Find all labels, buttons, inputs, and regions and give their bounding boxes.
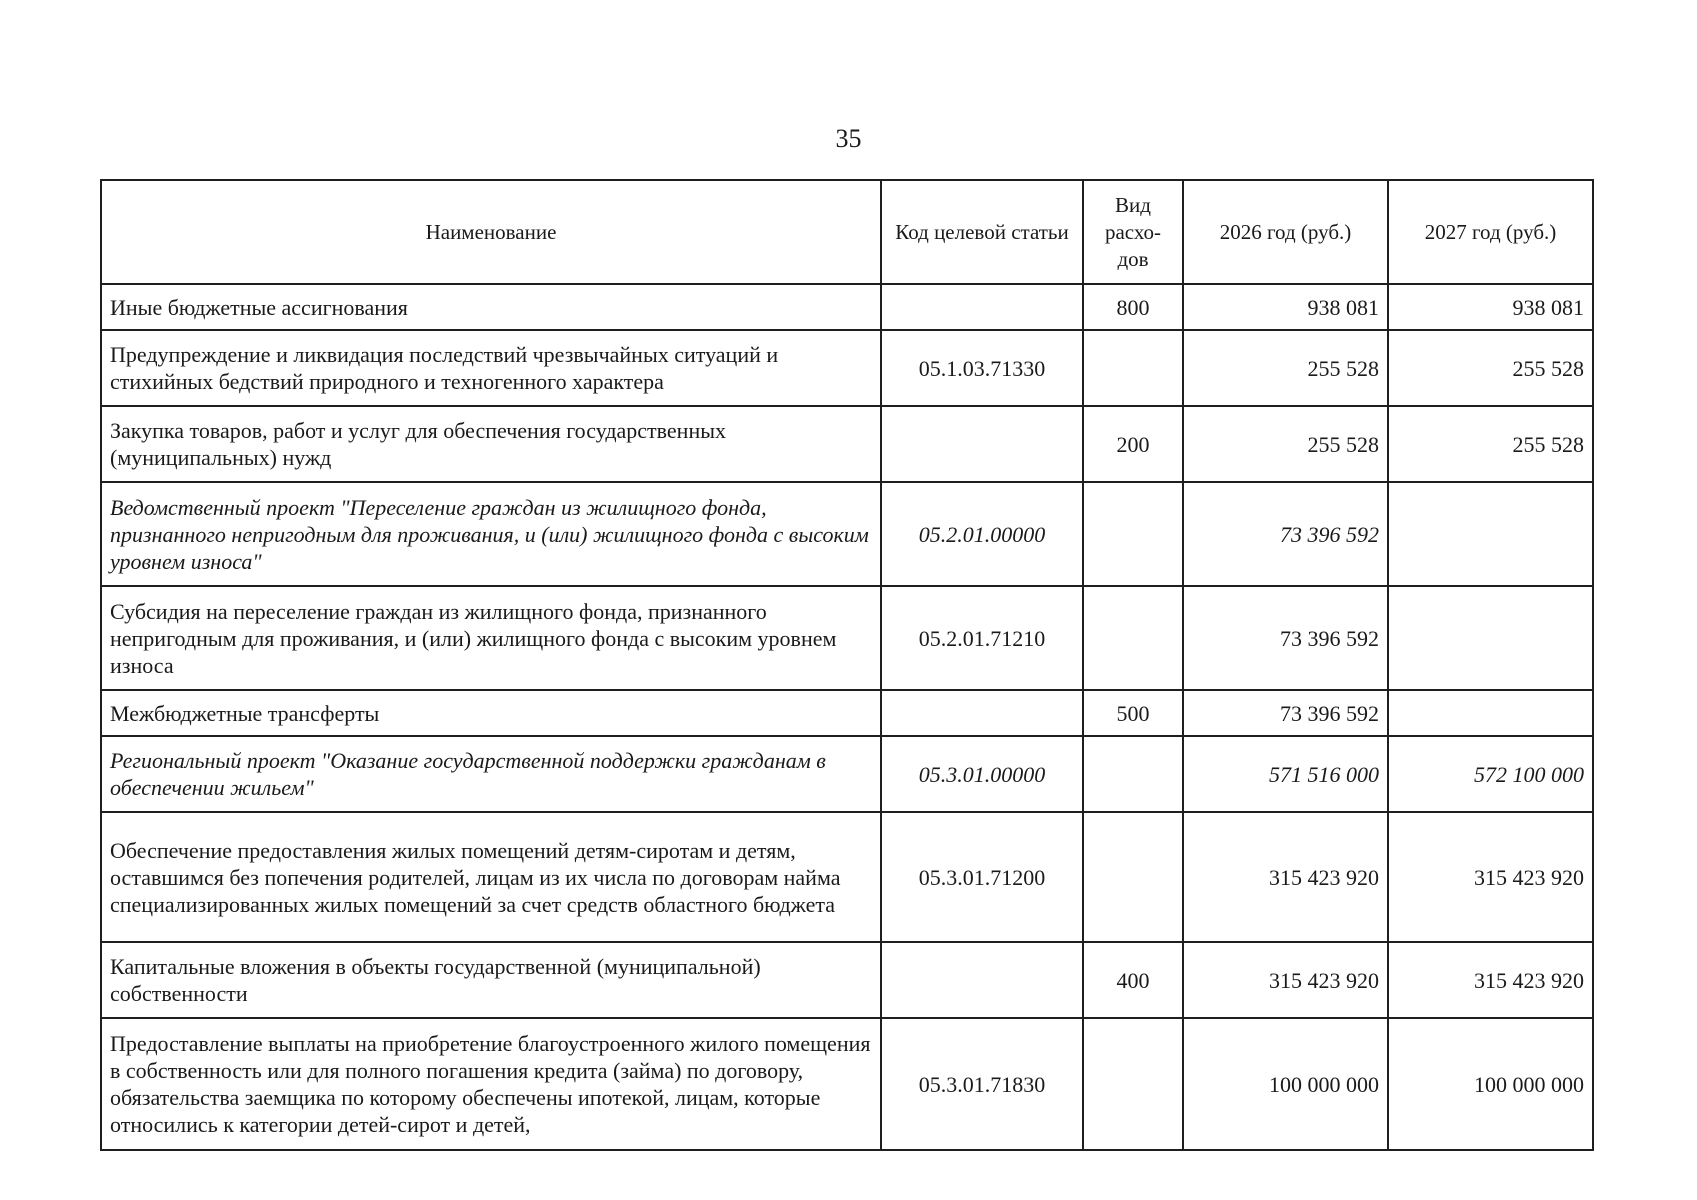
row-amount-2027: 255 528	[1388, 406, 1593, 482]
table-row	[101, 942, 1593, 1018]
row-expense-type: 200	[1083, 406, 1183, 482]
row-amount-2026: 73 396 592	[1183, 482, 1388, 586]
table-row	[101, 586, 1593, 690]
table-row	[101, 736, 1593, 812]
row-name: Ведомственный проект "Переселение граждан из жилищного фонда, признанного непригодным для проживания, и (или) жилищного фонда с высоким уровнем износа"	[101, 482, 881, 586]
row-expense-type	[1083, 330, 1183, 406]
row-amount-2027	[1388, 482, 1593, 586]
row-code	[881, 690, 1083, 736]
row-amount-2026: 255 528	[1183, 330, 1388, 406]
row-name: Капитальные вложения в объекты государственной (муниципальной) собственности	[101, 942, 881, 1018]
header-year-2027: 2027 год (руб.)	[1388, 180, 1593, 284]
budget-table	[100, 179, 1594, 1151]
row-amount-2026: 315 423 920	[1183, 942, 1388, 1018]
header-year-2026: 2026 год (руб.)	[1183, 180, 1388, 284]
row-code: 05.3.01.71830	[881, 1018, 1083, 1150]
row-expense-type	[1083, 736, 1183, 812]
table-row	[101, 406, 1593, 482]
row-name: Иные бюджетные ассигнования	[101, 284, 881, 330]
row-amount-2027: 315 423 920	[1388, 942, 1593, 1018]
row-name: Межбюджетные трансферты	[101, 690, 881, 736]
row-amount-2027	[1388, 586, 1593, 690]
row-name: Предупреждение и ликвидация последствий чрезвычайных ситуаций и стихийных бедствий природного и техногенного характера	[101, 330, 881, 406]
row-amount-2026: 315 423 920	[1183, 812, 1388, 942]
row-amount-2027: 255 528	[1388, 330, 1593, 406]
row-name: Закупка товаров, работ и услуг для обеспечения государственных (муниципальных) нужд	[101, 406, 881, 482]
row-code: 05.2.01.71210	[881, 586, 1083, 690]
table-row	[101, 690, 1593, 736]
table-row	[101, 812, 1593, 942]
row-code	[881, 284, 1083, 330]
table-row	[101, 482, 1593, 586]
row-expense-type: 800	[1083, 284, 1183, 330]
table-row	[101, 330, 1593, 406]
row-expense-type: 400	[1083, 942, 1183, 1018]
row-amount-2026: 255 528	[1183, 406, 1388, 482]
row-code: 05.3.01.71200	[881, 812, 1083, 942]
row-code: 05.2.01.00000	[881, 482, 1083, 586]
row-expense-type	[1083, 482, 1183, 586]
row-code	[881, 942, 1083, 1018]
row-name: Обеспечение предоставления жилых помещений детям-сиротам и детям, оставшимся без попечения родителей, лицам из их числа по договорам найма специализированных жилых помещений за счет средств областного бюджета	[101, 812, 881, 942]
table-header-row	[101, 180, 1593, 284]
table-row	[101, 1018, 1593, 1150]
row-amount-2027: 572 100 000	[1388, 736, 1593, 812]
row-amount-2026: 73 396 592	[1183, 690, 1388, 736]
table-row	[101, 284, 1593, 330]
row-amount-2026: 100 000 000	[1183, 1018, 1388, 1150]
row-expense-type	[1083, 586, 1183, 690]
row-name: Предоставление выплаты на приобретение благоустроенного жилого помещения в собственность или для полного погашения кредита (займа) по договору, обязательства заемщика по которому обеспечены ипотекой, лицам, которые относились к категории детей-сирот и детей,	[101, 1018, 881, 1150]
row-expense-type	[1083, 1018, 1183, 1150]
row-expense-type	[1083, 812, 1183, 942]
header-code: Код целевой статьи	[881, 180, 1083, 284]
header-expense-type: Вид расхо-дов	[1083, 180, 1183, 284]
row-amount-2026: 938 081	[1183, 284, 1388, 330]
row-amount-2026: 571 516 000	[1183, 736, 1388, 812]
row-code: 05.3.01.00000	[881, 736, 1083, 812]
page-number: 35	[835, 124, 862, 153]
row-code	[881, 406, 1083, 482]
row-name: Субсидия на переселение граждан из жилищного фонда, признанного непригодным для проживания, и (или) жилищного фонда с высоким уровнем износа	[101, 586, 881, 690]
row-amount-2027: 938 081	[1388, 284, 1593, 330]
row-amount-2027: 100 000 000	[1388, 1018, 1593, 1150]
row-name: Региональный проект "Оказание государственной поддержки гражданам в обеспечении жильем"	[101, 736, 881, 812]
row-expense-type: 500	[1083, 690, 1183, 736]
row-amount-2027: 315 423 920	[1388, 812, 1593, 942]
header-name: Наименование	[101, 180, 881, 284]
row-code: 05.1.03.71330	[881, 330, 1083, 406]
row-amount-2027	[1388, 690, 1593, 736]
row-amount-2026: 73 396 592	[1183, 586, 1388, 690]
